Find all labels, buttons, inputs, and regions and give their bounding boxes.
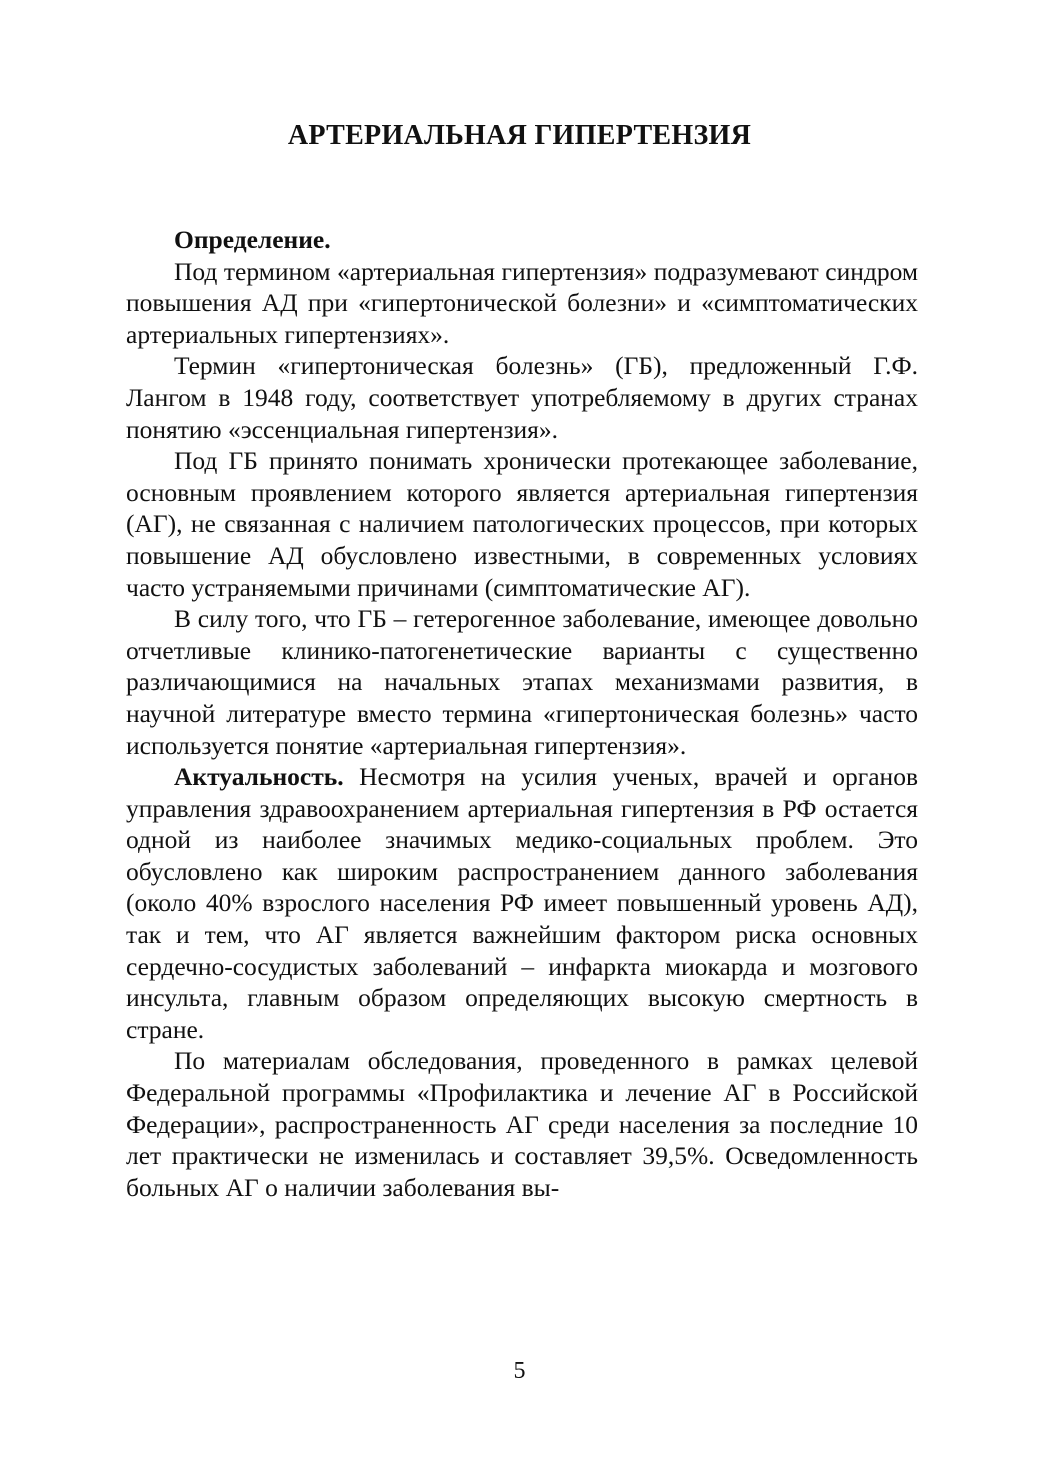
paragraph-definition-4: В силу того, что ГБ – гетерогенное заболевание, имеющее довольно отчетливые клинико-патогенетические варианты с существенно различающимися на начальных этапах механизмами развития, в научной литературе вместо термина «гипертоническая болезнь» часто используется понятие «артериальная гипертензия». bbox=[126, 604, 918, 760]
body-text bbox=[126, 224, 918, 1203]
paragraph-definition-1: Под термином «артериальная гипертензия» подразумевают синдром повышения АД при «гипертонической болезни» и «симптоматических артериальных гипертензиях». bbox=[126, 256, 918, 349]
paragraph-relevance-2: По материалам обследования, проведенного в рамках целевой Федеральной программы «Профилактика и лечение АГ в Российской Федерации», распространенность АГ среди населения за последние 10 лет практически не изменилась и составляет 39,5%. Осведомленность больных АГ о наличии заболевания вы- bbox=[126, 1046, 918, 1202]
page-title: АРТЕРИАЛЬНАЯ ГИПЕРТЕНЗИЯ bbox=[287, 120, 752, 151]
paragraph-definition-3: Под ГБ принято понимать хронически протекающее заболевание, основным проявлением которого является артериальная гипертензия (АГ), не связанная с наличием патологических процессов, при которых повышение АД обусловлено известными, в современных условиях часто устраняемыми причинами (симптоматические АГ). bbox=[126, 446, 918, 602]
definition-heading: Определение. bbox=[174, 225, 331, 254]
relevance-text: Несмотря на усилия ученых, врачей и органов управления здравоохранением артериальная гипертензия в РФ остается одной из наиболее значимых медико-социальных проблем. Это обусловлено как широким распространением данного заболевания (около 40% взрослого населения РФ имеет повышенный уровень АД), так и тем, что АГ является важнейшим фактором риска основных сердечно-сосудистых заболеваний – инфаркта миокарда и мозгового инсульта, главным образом определяющих высокую смертность в стране. bbox=[126, 762, 918, 1044]
paragraph-relevance bbox=[126, 761, 918, 1045]
page-number: 5 bbox=[513, 1358, 526, 1384]
paragraph-definition-2: Термин «гипертоническая болезнь» (ГБ), предложенный Г.Ф. Лангом в 1948 году, соответствует употребляемому в других странах понятию «эссенциальная гипертензия». bbox=[126, 351, 918, 444]
relevance-lead: Актуальность. bbox=[174, 762, 344, 792]
